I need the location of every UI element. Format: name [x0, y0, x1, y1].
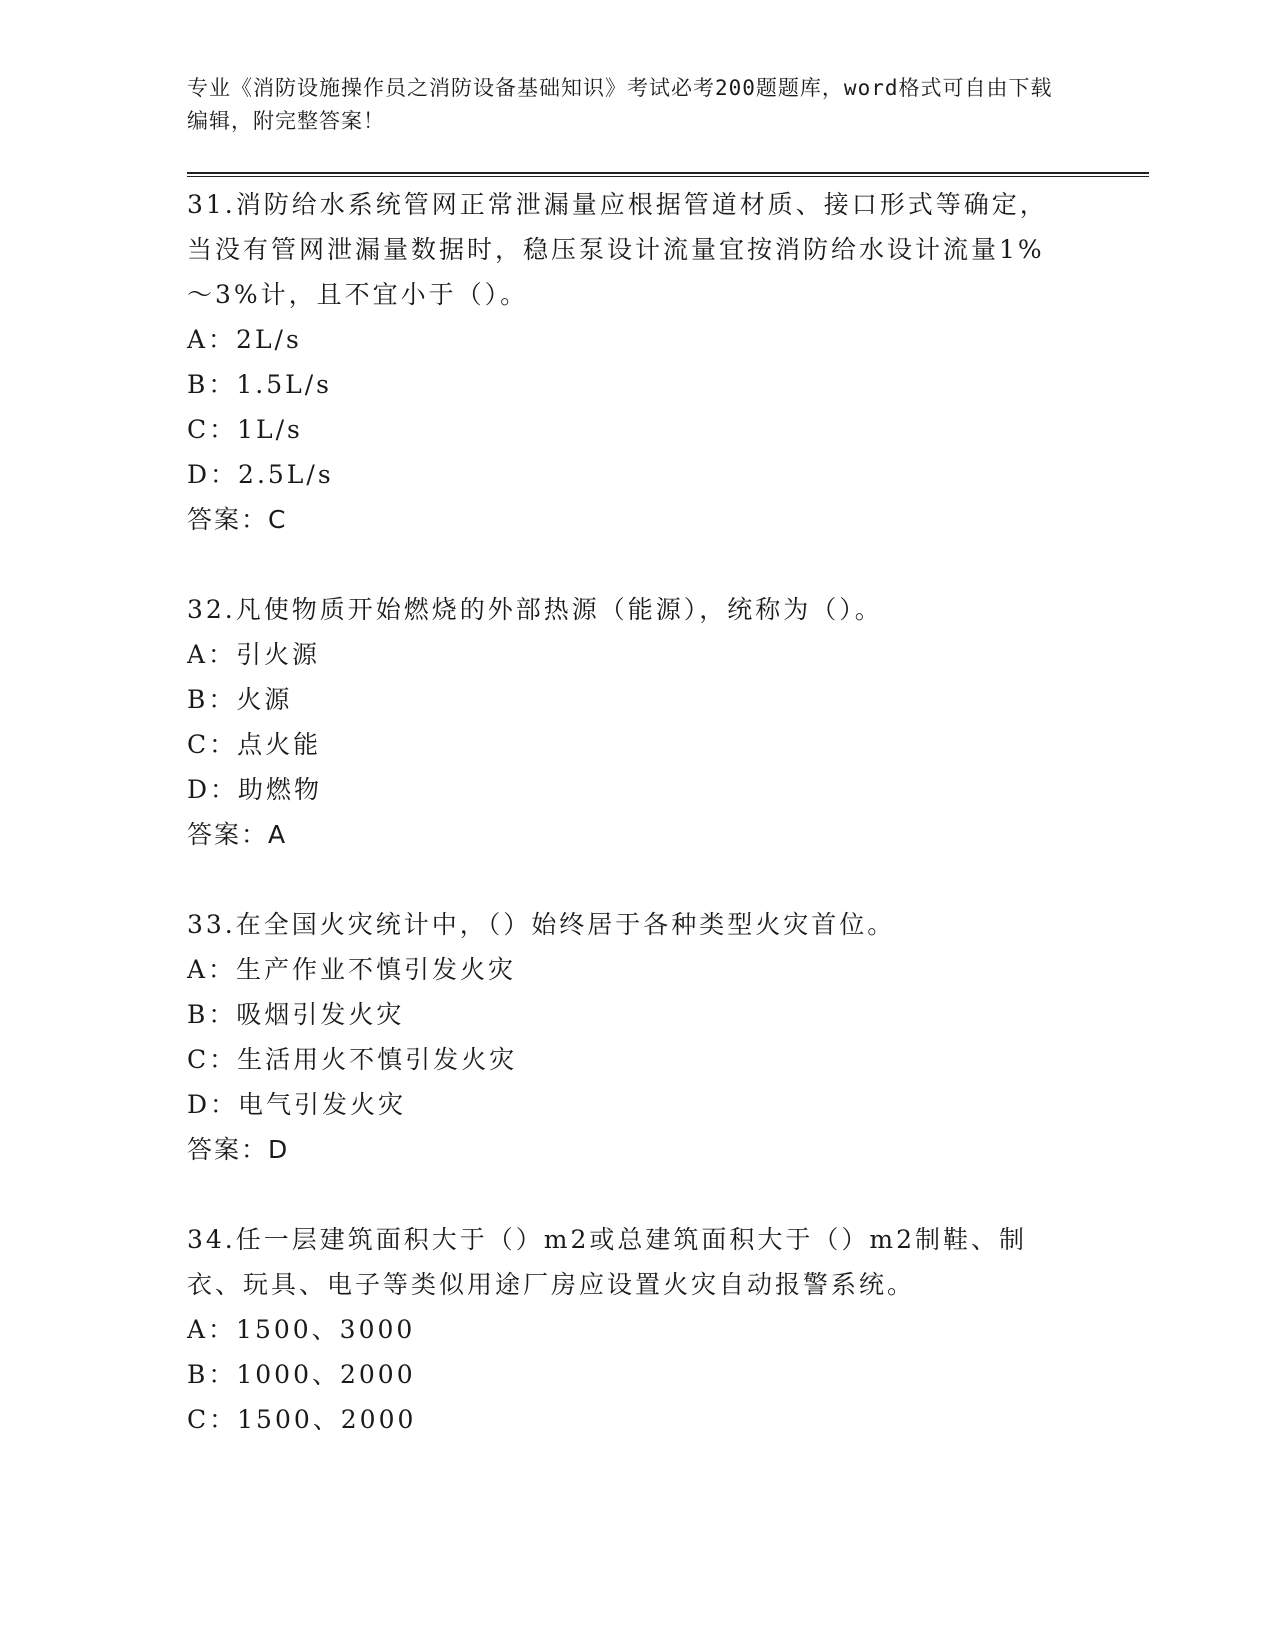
question-31 — [187, 182, 1147, 542]
question-stem: 34.任一层建筑面积大于（）m2或总建筑面积大于（）m2制鞋、制衣、玩具、电子等类似用途厂房应设置火灾自动报警系统。 — [187, 1225, 1027, 1299]
option-d: D：电气引发火灾 — [187, 1090, 407, 1119]
question-34 — [187, 1217, 1147, 1442]
question-spacer — [187, 542, 1147, 587]
option-c: C：1500、2000 — [187, 1405, 417, 1434]
answer-line: 答案：C — [187, 505, 288, 534]
option-b: B：火源 — [187, 685, 293, 714]
option-b: B：1.5L/s — [187, 370, 332, 399]
option-c: C：点火能 — [187, 730, 322, 759]
header-divider — [187, 172, 1149, 177]
option-b: B：吸烟引发火灾 — [187, 1000, 405, 1029]
option-c: C：生活用火不慎引发火灾 — [187, 1045, 518, 1074]
question-spacer — [187, 1172, 1147, 1217]
question-stem: 31.消防给水系统管网正常泄漏量应根据管道材质、接口形式等确定，当没有管网泄漏量数据时，稳压泵设计流量宜按消防给水设计流量1%～3%计，且不宜小于（）。 — [187, 190, 1048, 309]
option-c: C：1L/s — [187, 415, 303, 444]
question-stem: 33.在全国火灾统计中，（）始终居于各种类型火灾首位。 — [187, 910, 896, 939]
document-page — [187, 72, 1147, 1442]
option-a: A：1500、3000 — [187, 1315, 416, 1344]
question-stem: 32.凡使物质开始燃烧的外部热源（能源），统称为（）。 — [187, 595, 883, 624]
option-d: D：助燃物 — [187, 775, 323, 804]
document-header: 专业《消防设施操作员之消防设备基础知识》考试必考200题题库，word格式可自由下载编辑，附完整答案！ — [187, 76, 1053, 133]
answer-line: 答案：A — [187, 820, 288, 849]
option-a: A：生产作业不慎引发火灾 — [187, 955, 517, 984]
question-33 — [187, 902, 1147, 1172]
option-a: A：引火源 — [187, 640, 321, 669]
option-a: A：2L/s — [187, 325, 302, 354]
question-spacer — [187, 857, 1147, 902]
option-d: D：2.5L/s — [187, 460, 334, 489]
question-32 — [187, 587, 1147, 857]
option-b: B：1000、2000 — [187, 1360, 416, 1389]
answer-line: 答案：D — [187, 1135, 290, 1164]
